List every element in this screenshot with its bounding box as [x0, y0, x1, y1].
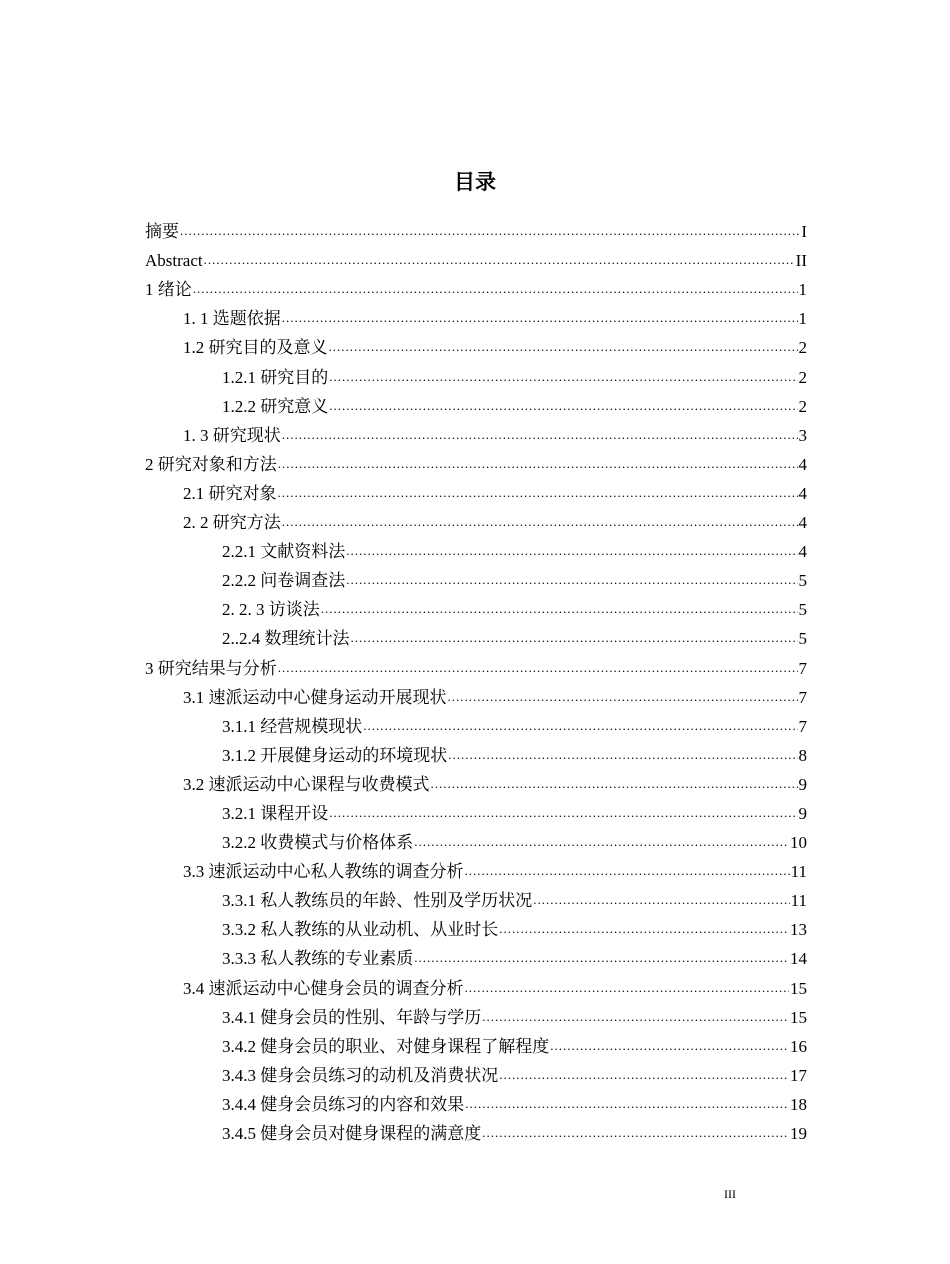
- toc-entry[interactable]: [145, 944, 807, 973]
- dot-leader: [346, 569, 797, 591]
- dot-leader: [482, 1122, 789, 1144]
- toc-entry-title: 3.2.2 收费模式与价格体系: [222, 833, 414, 853]
- toc-entry[interactable]: [145, 886, 807, 915]
- toc-entry-page-number: 14: [790, 949, 807, 969]
- toc-entry-page-number: 4: [798, 483, 807, 503]
- toc-entry-title: 1.2.1 研究目的: [222, 367, 329, 387]
- toc-entry-page-number: 3: [798, 425, 807, 445]
- toc-entry[interactable]: [145, 683, 807, 712]
- toc-entry-title: 1 绪论: [145, 280, 192, 300]
- dot-leader: [329, 336, 798, 358]
- dot-leader: [346, 540, 797, 562]
- toc-entry[interactable]: [145, 828, 807, 857]
- toc-entry-page-number: 1: [798, 309, 807, 329]
- toc-entry-page-number: I: [801, 222, 807, 242]
- toc-entry-title: 3.4.5 健身会员对健身课程的满意度: [222, 1124, 482, 1143]
- dot-leader: [550, 1035, 789, 1057]
- toc-entry-title: 3.3 速派运动中心私人教练的调查分析: [183, 862, 464, 882]
- toc-entry-title: 2.1 研究对象: [183, 483, 277, 503]
- toc-entry-page-number: 5: [798, 629, 807, 649]
- toc-entry-title: 3.4.4 健身会员练习的内容和效果: [222, 1094, 465, 1114]
- toc-entry-title: 3.3.1 私人教练员的年龄、性别及学历状况: [222, 891, 533, 911]
- dot-leader: [282, 511, 798, 533]
- toc-entry[interactable]: [145, 246, 807, 275]
- dot-leader: [465, 977, 790, 999]
- toc-entry-page-number: 18: [790, 1094, 807, 1114]
- toc-entry-page-number: II: [795, 251, 807, 271]
- toc-entry-page-number: 2: [798, 367, 807, 387]
- dot-leader: [278, 453, 798, 475]
- toc-entry[interactable]: [145, 770, 807, 799]
- toc-entry-page-number: 15: [790, 978, 807, 998]
- toc-entry[interactable]: [145, 973, 807, 1002]
- toc-entry[interactable]: [145, 333, 807, 362]
- toc-entry[interactable]: [145, 915, 807, 944]
- dot-leader: [351, 627, 798, 649]
- toc-entry-title: 1.2 研究目的及意义: [183, 338, 328, 358]
- dot-leader: [282, 424, 798, 446]
- toc-entry[interactable]: [145, 624, 807, 653]
- toc-entry-title: 1.2.2 研究意义: [222, 396, 329, 416]
- dot-leader: [448, 686, 798, 708]
- toc-entry[interactable]: [145, 1061, 807, 1090]
- dot-leader: [193, 278, 798, 300]
- toc-entry[interactable]: [145, 1119, 807, 1148]
- toc-entry-title: 3.2 速派运动中心课程与收费模式: [183, 774, 430, 794]
- toc-entry-page-number: 15: [790, 1007, 807, 1027]
- dot-leader: [180, 220, 800, 242]
- toc-entry[interactable]: [145, 1032, 807, 1061]
- toc-entry-title: 3.4.3 健身会员练习的动机及消费状况: [222, 1065, 499, 1085]
- dot-leader: [363, 715, 797, 737]
- toc-entry-page-number: 8: [798, 745, 807, 765]
- dot-leader: [499, 1064, 789, 1086]
- toc-entry[interactable]: [145, 275, 807, 304]
- toc-entry-title: 2.2.1 文献资料法: [222, 542, 346, 562]
- toc-entry-title: 3.4 速派运动中心健身会员的调查分析: [183, 978, 464, 998]
- toc-entry-page-number: 5: [798, 600, 807, 620]
- toc-entry-page-number: 7: [798, 658, 807, 678]
- toc-entry-title: 2 研究对象和方法: [145, 454, 277, 474]
- toc-entry-page-number: 4: [798, 513, 807, 533]
- dot-leader: [465, 1093, 789, 1115]
- toc-entry-title: 2. 2. 3 访谈法: [222, 600, 320, 620]
- dot-leader: [431, 773, 798, 795]
- toc-entry[interactable]: [145, 712, 807, 741]
- dot-leader: [329, 366, 797, 388]
- dot-leader: [482, 1006, 789, 1028]
- toc-entry-title: 3.3.3 私人教练的专业素质: [222, 949, 414, 969]
- toc-entry-title: 3.4.2 健身会员的职业、对健身课程了解程度: [222, 1036, 550, 1056]
- table-of-contents: [145, 217, 807, 1148]
- page-title: 目录: [454, 170, 496, 194]
- toc-entry-title: 2..2.4 数理统计法: [222, 629, 350, 649]
- toc-entry-title: 3.2.1 课程开设: [222, 803, 329, 823]
- toc-entry[interactable]: [145, 450, 807, 479]
- dot-leader: [533, 889, 789, 911]
- dot-leader: [414, 947, 789, 969]
- toc-entry-title: 2.2.2 问卷调查法: [222, 571, 346, 591]
- toc-entry-page-number: 1: [798, 280, 807, 300]
- toc-entry-page-number: 7: [798, 716, 807, 736]
- toc-entry-page-number: 11: [790, 891, 807, 911]
- dot-leader: [329, 802, 797, 824]
- toc-entry[interactable]: [145, 362, 807, 391]
- toc-entry-title: 摘要: [145, 222, 179, 242]
- toc-entry-page-number: 5: [798, 571, 807, 591]
- toc-entry-page-number: 16: [790, 1036, 807, 1056]
- toc-entry-title: 3.1 速派运动中心健身运动开展现状: [183, 687, 447, 707]
- toc-entry[interactable]: [145, 741, 807, 770]
- toc-entry-page-number: 19: [790, 1124, 807, 1143]
- toc-entry-title: 3.1.1 经营规模现状: [222, 716, 363, 736]
- toc-entry-title: 1. 3 研究现状: [183, 425, 281, 445]
- toc-entry-title: 1. 1 选题依据: [183, 309, 281, 329]
- dot-leader: [499, 918, 789, 940]
- dot-leader: [282, 307, 798, 329]
- toc-entry-page-number: 17: [790, 1065, 807, 1085]
- toc-entry[interactable]: [145, 857, 807, 886]
- toc-entry[interactable]: [145, 392, 807, 421]
- toc-entry[interactable]: [145, 537, 807, 566]
- dot-leader: [321, 598, 798, 620]
- toc-entry-page-number: 7: [798, 687, 807, 707]
- dot-leader: [278, 482, 798, 504]
- dot-leader: [448, 744, 797, 766]
- toc-entry[interactable]: [145, 421, 807, 450]
- toc-entry-title: 3.1.2 开展健身运动的环境现状: [222, 745, 448, 765]
- toc-entry[interactable]: [145, 217, 807, 246]
- toc-entry-page-number: 10: [790, 833, 807, 853]
- toc-entry[interactable]: [145, 1090, 807, 1119]
- toc-entry-title: 3.3.2 私人教练的从业动机、从业时长: [222, 920, 499, 940]
- dot-leader: [204, 249, 795, 271]
- toc-entry[interactable]: [145, 799, 807, 828]
- toc-entry-page-number: 9: [798, 803, 807, 823]
- toc-entry[interactable]: [145, 653, 807, 682]
- toc-entry-page-number: 2: [798, 396, 807, 416]
- toc-entry-title: 3.4.1 健身会员的性别、年龄与学历: [222, 1007, 482, 1027]
- toc-entry-title: 3 研究结果与分析: [145, 658, 277, 678]
- toc-entry[interactable]: [145, 508, 807, 537]
- toc-entry[interactable]: [145, 479, 807, 508]
- toc-entry-page-number: 4: [798, 542, 807, 562]
- dot-leader: [465, 860, 790, 882]
- toc-entry-title: 2. 2 研究方法: [183, 513, 281, 533]
- page-number: III: [724, 1187, 736, 1201]
- toc-entry[interactable]: [145, 304, 807, 333]
- dot-leader: [414, 831, 789, 853]
- toc-entry-page-number: 4: [798, 454, 807, 474]
- toc-entry[interactable]: [145, 566, 807, 595]
- toc-entry[interactable]: [145, 1003, 807, 1032]
- toc-entry-title: Abstract: [145, 251, 203, 271]
- toc-entry-page-number: 2: [798, 338, 807, 358]
- toc-entry[interactable]: [145, 595, 807, 624]
- toc-entry-page-number: 13: [790, 920, 807, 940]
- dot-leader: [329, 395, 797, 417]
- dot-leader: [278, 657, 798, 679]
- toc-entry-page-number: 11: [790, 862, 807, 882]
- toc-entry-page-number: 9: [798, 774, 807, 794]
